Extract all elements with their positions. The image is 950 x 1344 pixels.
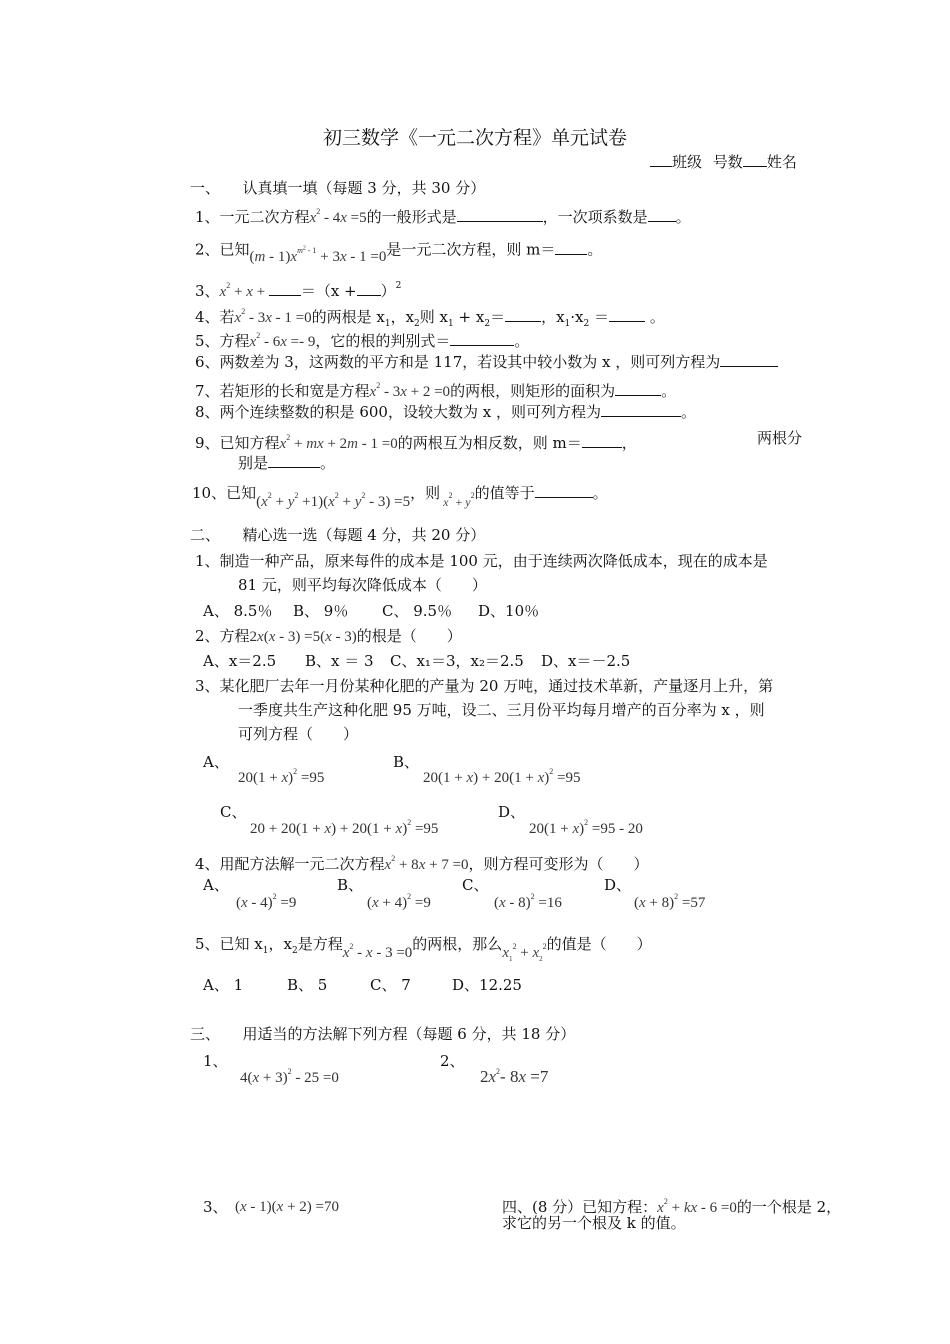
s1-q8-end: 。 <box>680 403 696 421</box>
s1-q5-pre: 5、方程 <box>195 332 250 350</box>
s1-q4-mid1: ，x <box>390 308 415 326</box>
s2-q3-label-c[interactable]: C、 <box>220 803 247 821</box>
s2-q3-line2: 一季度共生产这种化肥 95 万吨，设二、三月份平均每月增产的百分率为 x ，则 <box>238 701 765 719</box>
s3-eq-2: $2x^2-$ 8x =7 <box>480 1067 549 1086</box>
s1-q7-pre: 7、若矩形的长和宽是方程 <box>195 382 370 400</box>
s2-q5-pre: 5、已知 x <box>195 935 263 953</box>
s2-q3-option-b-eq: $20(1 + x) + 20(1 + x)^2 =95$ <box>423 767 581 786</box>
s1-q2 <box>195 232 603 265</box>
s2-q2-pre: 2、方程 <box>195 627 250 645</box>
s1-q1-blank1[interactable] <box>457 207 543 222</box>
s2-q5-post2: 的值是（ ） <box>546 935 652 953</box>
s1-q3-blank2[interactable] <box>357 281 381 296</box>
s1-q4-blank2[interactable] <box>609 307 645 322</box>
s1-q10-end: 。 <box>592 484 608 502</box>
s2-q4-option-c-eq: (x - 8)$^2$ =16 <box>494 892 562 911</box>
section-1-heading: 一、 认真填一填（每题 3 分，共 30 分） <box>190 179 486 197</box>
s3-label-2: 2、 <box>440 1052 465 1070</box>
s1-q10-expr: x2 + y2 <box>443 491 475 509</box>
s1-q3-blank1[interactable] <box>269 281 301 296</box>
s1-q9 <box>195 428 637 454</box>
section-2-heading: 二、 精心选一选（每题 4 分，共 20 分） <box>190 526 486 544</box>
s1-q4-eq2: ＝ <box>490 308 506 326</box>
number-label: 号数 <box>712 153 743 171</box>
s2-q4-post: ，则方程可变形为（ ） <box>468 855 649 873</box>
s1-q4-pre: 4、若 <box>195 308 235 326</box>
s4-post: 的一个根是 2， <box>736 1198 842 1216</box>
s1-q6-blank[interactable] <box>720 352 778 367</box>
s1-q10 <box>192 478 608 510</box>
s2-q4-option-a-eq: (x - 4)$^2$ =9 <box>236 892 297 911</box>
s1-q4-blank1[interactable] <box>505 307 541 322</box>
s1-q3-mid: ＝（x + <box>300 282 357 300</box>
s2-q3-line3: 可列方程（ ） <box>238 725 359 743</box>
s1-q5-blank[interactable] <box>450 331 514 346</box>
s1-q3-pre: 3、 <box>195 282 220 300</box>
s1-q8 <box>195 402 696 422</box>
s4-line2: 求它的另一个根及 k 的值。 <box>502 1214 686 1232</box>
s1-q8-blank[interactable] <box>601 402 681 417</box>
s2-q3-label-b[interactable]: B、 <box>393 753 420 771</box>
s2-q4-option-d-eq: $(x + 8)^2 =57$ <box>634 892 706 911</box>
s1-q8-text: 8、两个连续整数的积是 600，设较大数为 x ，则可列方程为 <box>195 403 601 421</box>
s2-q2-option-a[interactable]: A、x＝2.5 <box>203 652 277 670</box>
s1-q6 <box>195 352 778 372</box>
s2-q1-option-c[interactable]: C、 9.5％ <box>382 602 453 620</box>
s1-q7-blank[interactable] <box>615 381 661 396</box>
s1-q1-pre: 1、一元二次方程 <box>195 208 310 226</box>
s1-q4-eq3: ＝ <box>594 308 610 326</box>
s1-q5-end: 。 <box>514 332 530 350</box>
s1-q6-text: 6、两数差为 3，这两数的平方和是 117，若设其中较小数为 x ，则可列方程为 <box>195 353 721 371</box>
s1-q5 <box>195 326 529 352</box>
s1-q4-mid2: 则 x <box>419 308 449 326</box>
s1-q4-plus: + x <box>453 308 485 326</box>
s1-q7 <box>195 376 676 402</box>
number-blank[interactable] <box>743 152 767 167</box>
s4-eq: $x^2$ + kx - 6 =0 <box>657 1197 737 1216</box>
s2-q5-option-c[interactable]: C、 7 <box>370 976 411 994</box>
s1-q4-dot: ·x <box>570 308 584 326</box>
s1-q9-comma: ， <box>621 434 637 452</box>
s2-q5-mid2: 是方程 <box>297 935 343 953</box>
s1-q10-post: ，则 <box>410 484 441 502</box>
s1-q9-eq: $x^2$ + mx + 2m - 1 =0 <box>279 433 398 452</box>
s1-q7-post: 的两根，则矩形的面积为 <box>450 382 616 400</box>
s1-q10-pre: 10、已知 <box>192 484 257 502</box>
s1-q1-mid: ，一次项系数是 <box>542 208 648 226</box>
s1-q7-end: 。 <box>661 382 677 400</box>
s1-q1-blank2[interactable] <box>648 207 676 222</box>
page-title: 初三数学《一元二次方程》单元试卷 <box>322 127 627 149</box>
s2-q4-label-c[interactable]: C、 <box>462 876 489 894</box>
s4-pre: 四、(8 分）已知方程： <box>502 1198 658 1216</box>
s2-q2-option-b[interactable]: B、x ＝ 3 <box>305 652 374 670</box>
class-blank[interactable] <box>650 152 672 167</box>
s1-q4-end: 。 <box>649 308 665 326</box>
s1-q2-pre: 2、已知 <box>195 240 250 259</box>
s1-q9-post: 的两根互为相反数，则 m＝ <box>397 434 582 452</box>
s2-q5-option-a[interactable]: A、 1 <box>203 976 244 994</box>
name-label: 姓名 <box>766 153 797 171</box>
s1-q2-blank[interactable] <box>555 240 587 255</box>
s1-q2-eq: $(m - 1)x^{m^2 - 1} + 3x - 1 =0$ <box>249 245 387 265</box>
s1-q4-comma: ，x <box>541 308 565 326</box>
s2-q1-option-d[interactable]: D、10％ <box>478 602 540 620</box>
section-3-heading: 三、 用适当的方法解下列方程（每题 6 分，共 18 分） <box>190 1025 576 1043</box>
s1-q9-line2-text: 别是 <box>238 454 269 472</box>
s1-q9-right: 两根分 <box>757 429 803 447</box>
s2-q4-label-b[interactable]: B、 <box>337 876 364 894</box>
s1-q10-eq: $(x^2 + y^2 +1)(x^2 + y^2 - 3) =5$ <box>256 491 411 510</box>
s2-q2-option-c[interactable]: C、x₁＝3，x₂＝2.5 <box>390 652 524 670</box>
s1-q10-post2: 的值等于 <box>474 484 535 502</box>
s3-eq-1: $4(x + 3)^2 - 25 =0$ <box>240 1067 339 1086</box>
s2-q4-option-b-eq: $(x + 4)^2 =9$ <box>367 892 431 911</box>
s2-q1-option-b[interactable]: B、 9％ <box>293 602 349 620</box>
s2-q2-post: 的根是（ ） <box>356 627 462 645</box>
s2-q5-expr: $x_1^2 + x_2^2$ <box>502 942 547 963</box>
s2-q3-option-d-eq: $20(1 + x)^2 =95 - 20$ <box>529 818 643 837</box>
s1-q1 <box>195 202 691 228</box>
s1-q4: 4、若$x^2 - 3x - 1 =0$的两根是 $x_1$，$x_2$则 $x_1 + x_2=$ ，$x_1\cdot x_2$ ＝ 。 <box>195 307 665 329</box>
s1-q5-eq: $x^2 - 6x =- 9$ <box>249 331 316 350</box>
s1-q1-post: 的一般形式是 <box>366 208 457 226</box>
s2-q5-eq: $x^2 - x - 3 =0$ <box>342 942 413 961</box>
s2-q4 <box>195 849 649 875</box>
s3-label-3: 3、 <box>203 1198 228 1216</box>
s1-q9-end: 。 <box>320 454 336 472</box>
s1-q3-eq: $x^2 + x$ + <box>219 281 269 300</box>
s1-q2-end: 。 <box>587 240 603 259</box>
s3-eq-3: (x - 1)(x + 2) =70 <box>235 1199 340 1215</box>
s2-q3-line1: 3、某化肥厂去年一月份某种化肥的产量为 20 万吨，通过技术革新，产量逐月上升，第 <box>195 677 774 695</box>
s1-q3-end: ） <box>380 282 396 300</box>
s1-q7-eq: $x^2 - 3x + 2 =0$ <box>369 381 451 400</box>
class-label: 班级 <box>672 153 703 171</box>
s1-q9-blank1[interactable] <box>582 433 622 448</box>
s2-q3-label-d[interactable]: D、 <box>498 803 526 821</box>
s1-q9-pre: 9、已知方程 <box>195 434 280 452</box>
s1-q5-post: ，它的根的判别式＝ <box>315 332 451 350</box>
s2-q5-post: 的两根，那么 <box>412 935 503 953</box>
s2-q3-option-a-eq: $20(1 + x)^2 =95$ <box>238 767 325 786</box>
s2-q4-pre: 4、用配方法解一元二次方程 <box>195 855 385 873</box>
s2-q3-label-a[interactable]: A、 <box>203 753 229 771</box>
s2-q5-mid: ，x <box>268 935 292 953</box>
s2-q2-eq: 2x(x - 3) =5(x - 3) <box>249 629 357 645</box>
s2-q5: 5、已知 $x_1$，$x_2$是方程$x^2 - x - 3 =0$的两根，那么$x_1^2 + x_2^2$的值是（ ） <box>195 935 652 963</box>
s1-q3: 3、$x^2 + x + =(x + )^2$ <box>195 281 402 300</box>
s1-q2-post: 是一元二次方程，则 m＝ <box>386 240 556 259</box>
s2-q5-option-d[interactable]: D、12.25 <box>452 976 522 994</box>
s1-q9-blank2[interactable] <box>268 453 320 468</box>
s2-q1-line2: 81 元，则平均每次降低成本（ ） <box>238 576 487 594</box>
s2-q3-option-c-eq: $20 + 20(1 + x) + 20(1 + x)^2 =95$ <box>250 818 439 837</box>
student-info <box>650 152 797 172</box>
s1-q9-line2 <box>238 453 335 473</box>
s2-q4-label-d[interactable]: D、 <box>604 876 632 894</box>
s1-q4-eq: $x^2 - 3x - 1 =0$ <box>234 307 312 326</box>
s2-q4-label-a[interactable]: A、 <box>203 876 229 894</box>
s2-q1-line1: 1、制造一种产品，原来每件的成本是 100 元，由于连续两次降低成本，现在的成本是 <box>195 552 768 570</box>
s2-q4-eq: $x^2 + 8x + 7 =0$ <box>384 854 469 873</box>
s1-q4-post: 的两根是 x <box>311 308 385 326</box>
s2-q2-option-d[interactable]: D、x＝－2.5 <box>541 652 631 670</box>
s1-q1-end: 。 <box>675 208 691 226</box>
s2-q1-option-a[interactable]: A、 8.5％ <box>203 602 273 620</box>
s2-q2 <box>195 626 462 647</box>
s2-q5-option-b[interactable]: B、 5 <box>287 976 328 994</box>
s1-q10-blank[interactable] <box>535 483 593 498</box>
s1-q1-eq: $x^2 - 4x =5$ <box>309 207 367 226</box>
s3-label-1: 1、 <box>203 1052 228 1070</box>
